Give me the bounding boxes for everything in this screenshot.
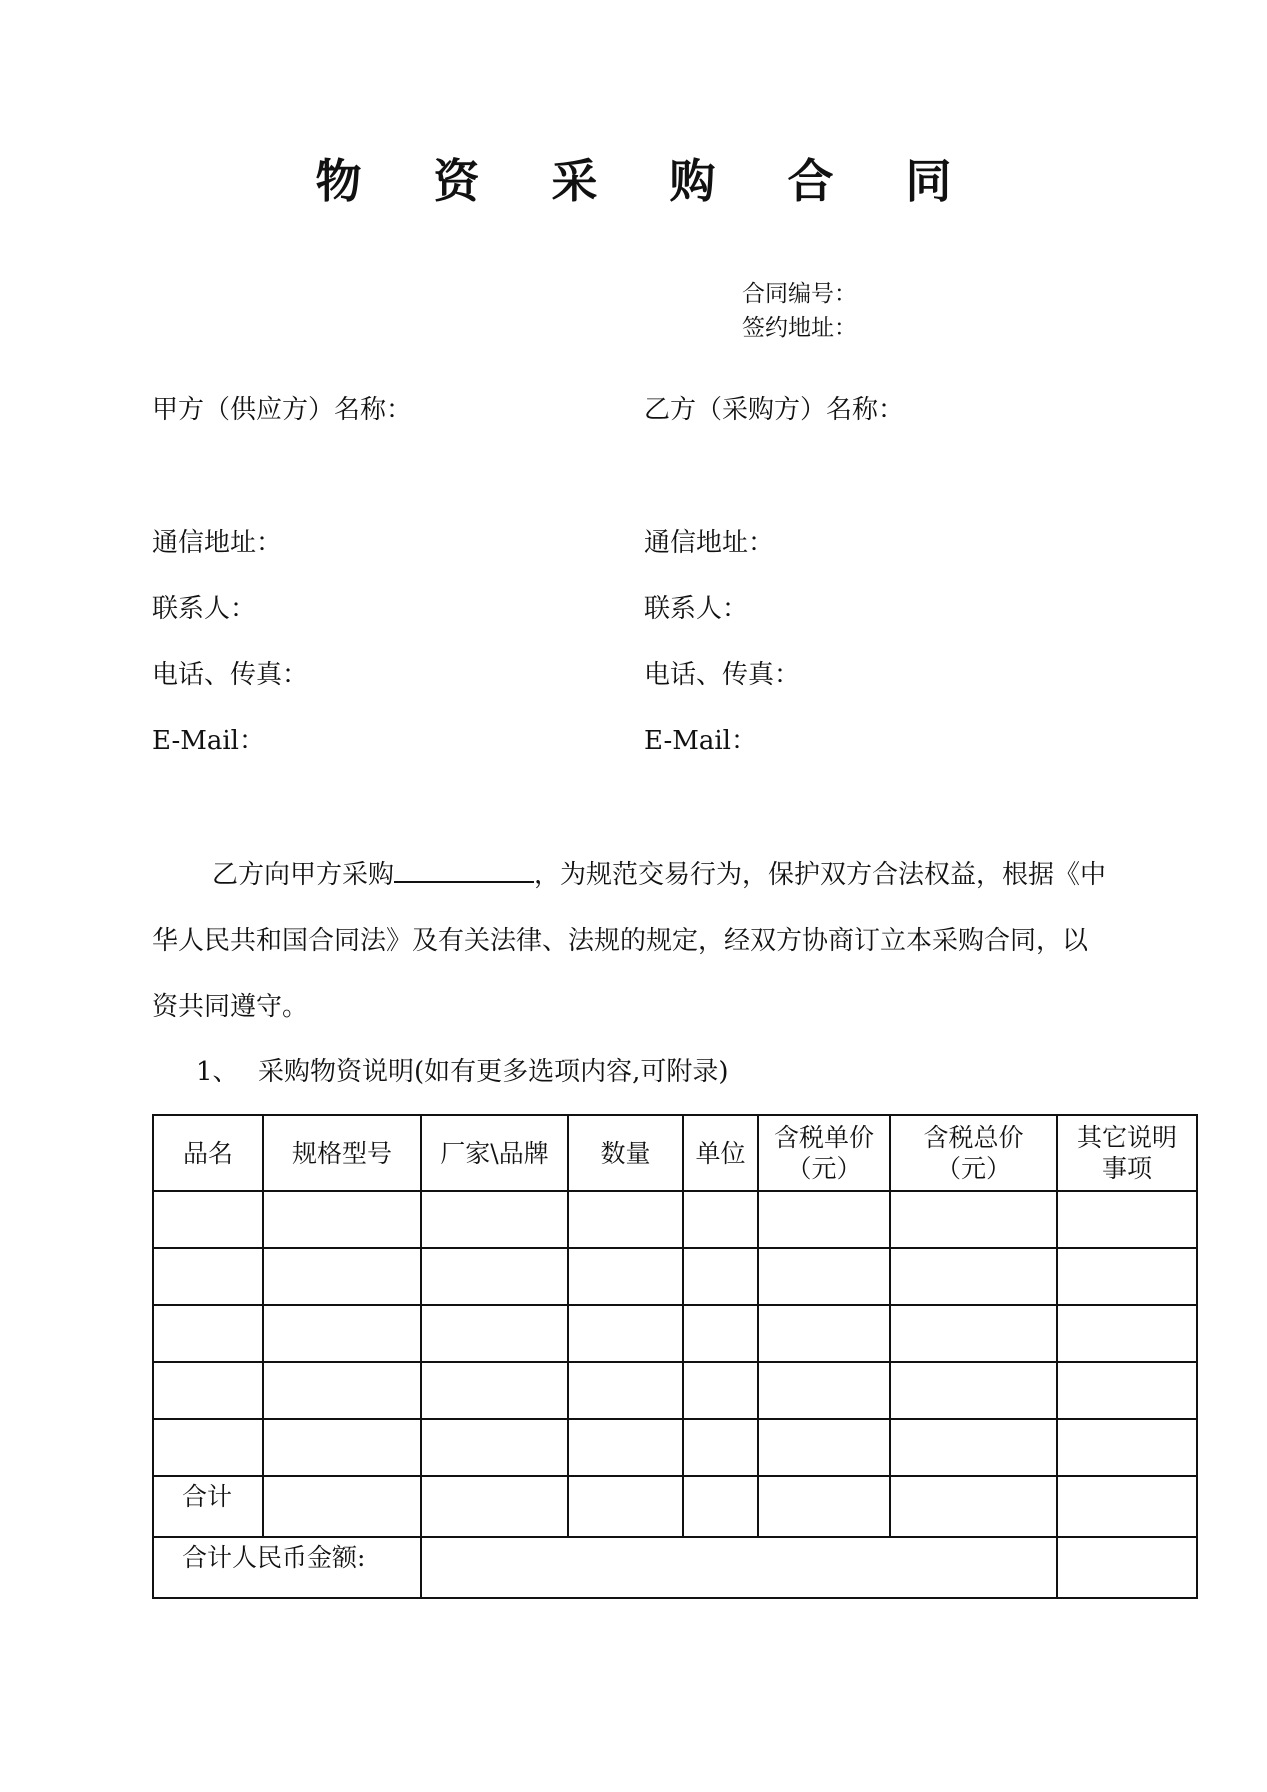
table-cell[interactable]	[890, 1419, 1057, 1476]
party-b-phone-label: 电话、传真：	[644, 660, 801, 690]
table-cell[interactable]	[890, 1248, 1057, 1305]
sign-place-label: 签约地址：	[742, 315, 857, 341]
party-a-phone-label: 电话、传真：	[152, 660, 309, 690]
table-cell[interactable]	[1057, 1537, 1197, 1598]
table-cell[interactable]	[1057, 1248, 1197, 1305]
purchase-item-blank[interactable]	[394, 855, 534, 883]
preamble-part-1: 乙方向甲方采购	[212, 860, 395, 890]
table-cell[interactable]	[683, 1305, 758, 1362]
table-cell[interactable]	[263, 1248, 421, 1305]
total-label: 合计	[153, 1476, 263, 1537]
section-1-title: 采购物资说明(如有更多选项内容,可附录)	[258, 1057, 729, 1087]
table-row	[153, 1191, 1197, 1248]
party-b-email-label: E-Mail：	[644, 726, 758, 756]
table-cell[interactable]	[568, 1191, 683, 1248]
table-row	[153, 1305, 1197, 1362]
table-header-row	[153, 1115, 1197, 1191]
party-a-contact-label: 联系人：	[152, 594, 257, 624]
table-cell[interactable]	[1057, 1362, 1197, 1419]
table-cell[interactable]	[263, 1362, 421, 1419]
party-a-address-label: 通信地址：	[152, 528, 283, 558]
table-cell[interactable]	[758, 1362, 890, 1419]
header-spec-model: 规格型号	[263, 1115, 421, 1191]
header-unit-price: 含税单价（元）	[758, 1115, 890, 1191]
table-cell[interactable]	[153, 1248, 263, 1305]
party-a-email-label: E-Mail：	[152, 726, 266, 756]
table-cell[interactable]	[683, 1362, 758, 1419]
table-cell[interactable]	[683, 1191, 758, 1248]
table-cell[interactable]	[1057, 1476, 1197, 1537]
table-cell[interactable]	[758, 1476, 890, 1537]
table-cell[interactable]	[890, 1362, 1057, 1419]
section-1-heading	[196, 1054, 729, 1090]
table-cell[interactable]	[683, 1419, 758, 1476]
table-cell[interactable]	[421, 1248, 568, 1305]
table-cell[interactable]	[568, 1362, 683, 1419]
header-item-name: 品名	[153, 1115, 263, 1191]
table-cell[interactable]	[263, 1305, 421, 1362]
table-cell[interactable]	[421, 1362, 568, 1419]
header-unit: 单位	[683, 1115, 758, 1191]
table-cell[interactable]	[153, 1362, 263, 1419]
table-cell[interactable]	[263, 1419, 421, 1476]
party-b-name-label: 乙方（采购方）名称：	[644, 395, 905, 425]
total-row	[153, 1476, 1197, 1537]
party-b-contact-label: 联系人：	[644, 594, 749, 624]
party-b-address-label: 通信地址：	[644, 528, 775, 558]
table-cell[interactable]	[421, 1305, 568, 1362]
table-cell[interactable]	[568, 1419, 683, 1476]
table-cell[interactable]	[890, 1305, 1057, 1362]
table-cell[interactable]	[758, 1248, 890, 1305]
table-cell[interactable]	[890, 1476, 1057, 1537]
table-row	[153, 1248, 1197, 1305]
table-row	[153, 1362, 1197, 1419]
header-manufacturer-brand: 厂家\品牌	[421, 1115, 568, 1191]
table-cell[interactable]	[758, 1419, 890, 1476]
table-cell[interactable]	[153, 1305, 263, 1362]
table-cell[interactable]	[421, 1419, 568, 1476]
rmb-total-amount-cell[interactable]	[421, 1537, 1057, 1598]
table-cell[interactable]	[421, 1476, 568, 1537]
rmb-total-label: 合计人民币金额:	[153, 1537, 421, 1598]
preamble-part-2: ，为规范交易行为，保护双方合法权益，根据《中华人民共和国合同法》及有关法律、法规的规定，经双方协商订立本采购合同，以资共同遵守。	[152, 860, 1107, 1022]
table-cell[interactable]	[568, 1248, 683, 1305]
table-cell[interactable]	[153, 1419, 263, 1476]
table-cell[interactable]	[568, 1476, 683, 1537]
purchase-items-table	[152, 1114, 1198, 1599]
document-title: 物 资 采 购 合 同	[315, 154, 980, 208]
header-quantity: 数量	[568, 1115, 683, 1191]
table-cell[interactable]	[758, 1191, 890, 1248]
party-a-name-label: 甲方（供应方）名称：	[152, 395, 413, 425]
table-cell[interactable]	[421, 1191, 568, 1248]
table-cell[interactable]	[1057, 1191, 1197, 1248]
table-cell[interactable]	[683, 1248, 758, 1305]
table-cell[interactable]	[683, 1476, 758, 1537]
contract-number-label: 合同编号：	[742, 281, 857, 307]
table-cell[interactable]	[568, 1305, 683, 1362]
header-total-price: 含税总价（元）	[890, 1115, 1057, 1191]
table-cell[interactable]	[153, 1191, 263, 1248]
table-cell[interactable]	[1057, 1305, 1197, 1362]
section-1-number: 1、	[196, 1057, 239, 1087]
preamble-paragraph	[152, 842, 1112, 1040]
table-cell[interactable]	[890, 1191, 1057, 1248]
table-cell[interactable]	[1057, 1419, 1197, 1476]
table-row	[153, 1419, 1197, 1476]
table-cell[interactable]	[263, 1191, 421, 1248]
header-other-notes: 其它说明事项	[1057, 1115, 1197, 1191]
table-cell[interactable]	[263, 1476, 421, 1537]
table-cell[interactable]	[758, 1305, 890, 1362]
rmb-total-row	[153, 1537, 1197, 1598]
